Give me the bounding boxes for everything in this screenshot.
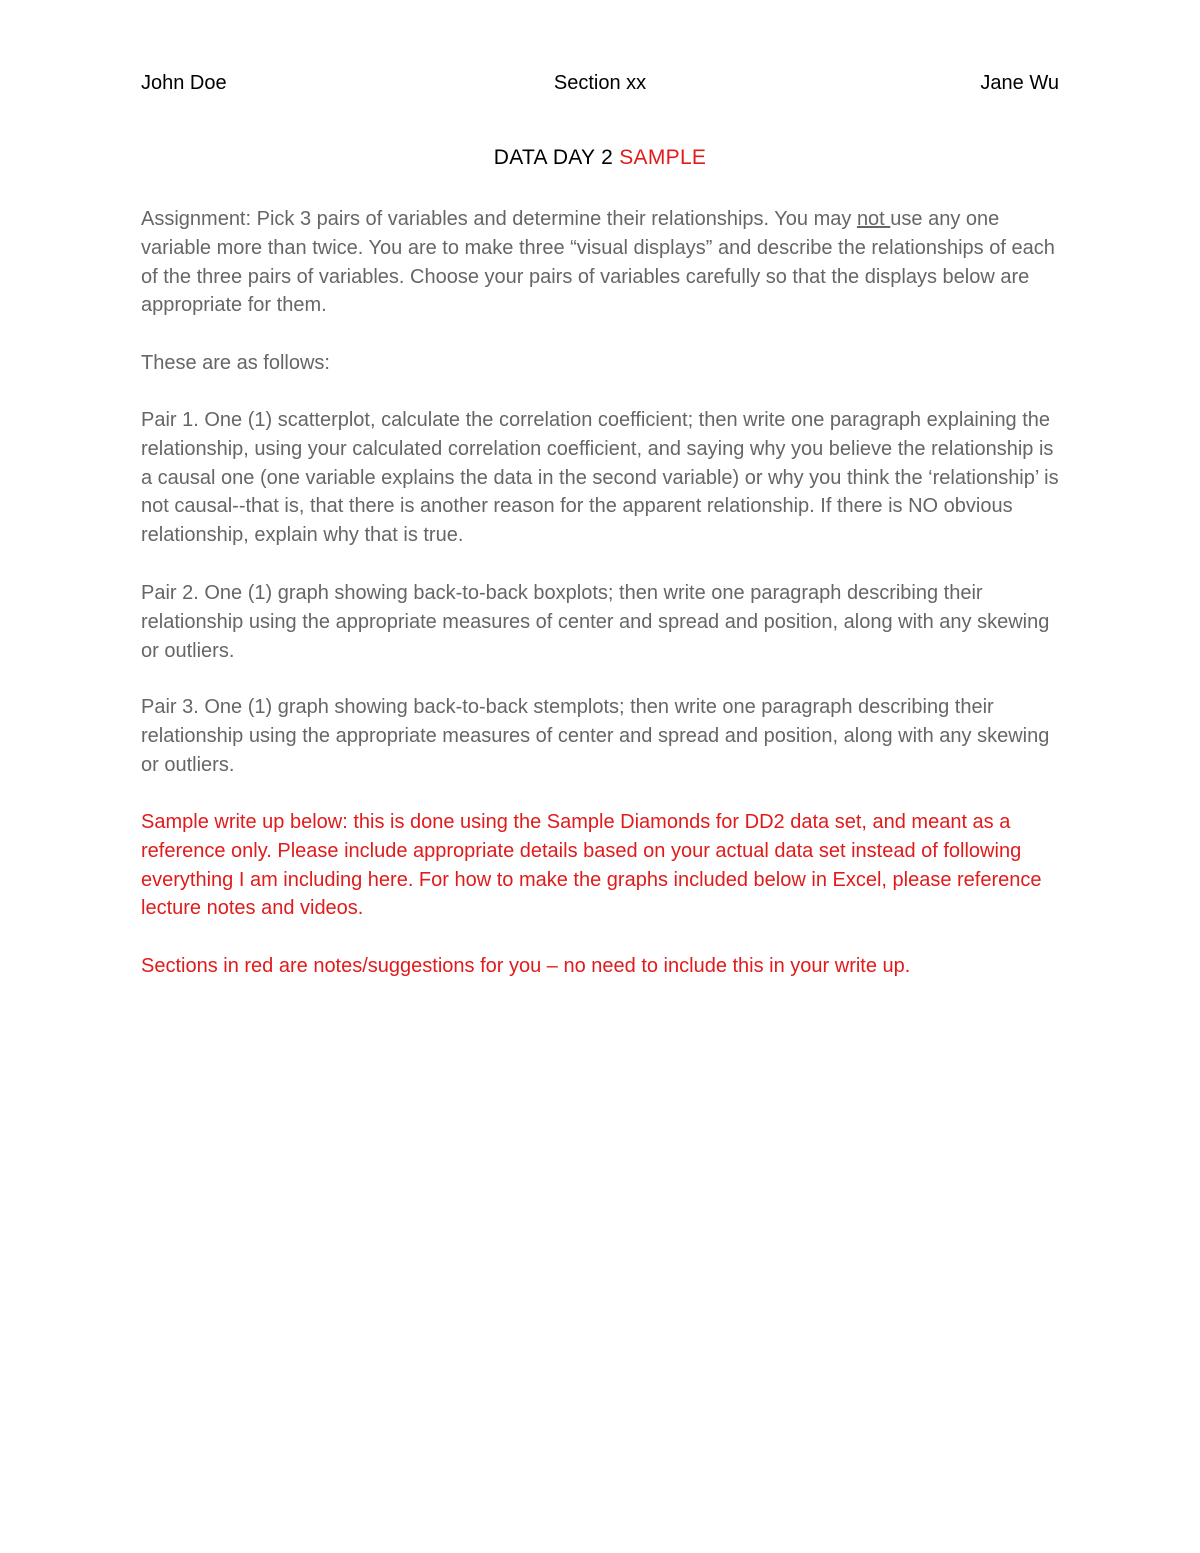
pair1-paragraph xyxy=(141,406,1066,550)
pair2-paragraph xyxy=(141,579,1066,665)
red-note-paragraph xyxy=(141,952,1066,981)
pair3-text: Pair 3. One (1) graph showing back-to-back stemplots; then write one paragraph describing their relationship using the appropriate measures of center and spread and position, along with any skewing or outliers. xyxy=(141,696,1050,776)
page-header xyxy=(141,72,1059,102)
assignment-text-start: Assignment: Pick 3 pairs of variables and determine their relationships. You may xyxy=(141,208,857,230)
section-label: Section xx xyxy=(553,72,647,94)
follows-paragraph xyxy=(141,349,1066,378)
pair3-paragraph xyxy=(141,693,1066,779)
document-title xyxy=(141,146,1059,170)
assignment-paragraph xyxy=(141,205,1066,320)
pair2-text: Pair 2. One (1) graph showing back-to-back boxplots; then write one paragraph describing their relationship using the appropriate measures of center and spread and position, along with any skewing or outliers. xyxy=(141,582,1050,662)
follows-text: These are as follows: xyxy=(141,352,330,374)
sample-note-paragraph xyxy=(141,808,1066,923)
student-name: John Doe xyxy=(141,72,227,94)
assignment-underlined: not xyxy=(856,208,891,230)
pair1-text: Pair 1. One (1) scatterplot, calculate the correlation coefficient; then write one paragraph explaining the relationship, using your calculated correlation coefficient, and saying why you believe the relationship is a causal one (one variable explains the data in the second variable) or why you think the ‘relationship’ is not causal--that is, that there is another reason for the apparent relationship. If there is NO obvious relationship, explain why that is true. xyxy=(141,409,1059,547)
red-note-text: Sections in red are notes/suggestions for you – no need to include this in your write up. xyxy=(141,955,911,977)
title-main: DATA DAY 2 xyxy=(493,146,614,169)
sample-note-text: Sample write up below: this is done using the Sample Diamonds for DD2 data set, and meant as a reference only. Please include appropriate details based on your actual data set instead of following everything I am including here. For how to make the graphs included below in Excel, please reference lecture notes and videos. xyxy=(141,811,1042,920)
assignment-text-end: use any one variable more than twice. You are to make three “visual displays” and describe the relationships of each of the three pairs of variables. Choose your pairs of variables carefully so that the displays below are appropriate for them. xyxy=(141,208,1055,317)
instructor-name: Jane Wu xyxy=(980,72,1059,94)
title-highlight: SAMPLE xyxy=(619,146,707,169)
